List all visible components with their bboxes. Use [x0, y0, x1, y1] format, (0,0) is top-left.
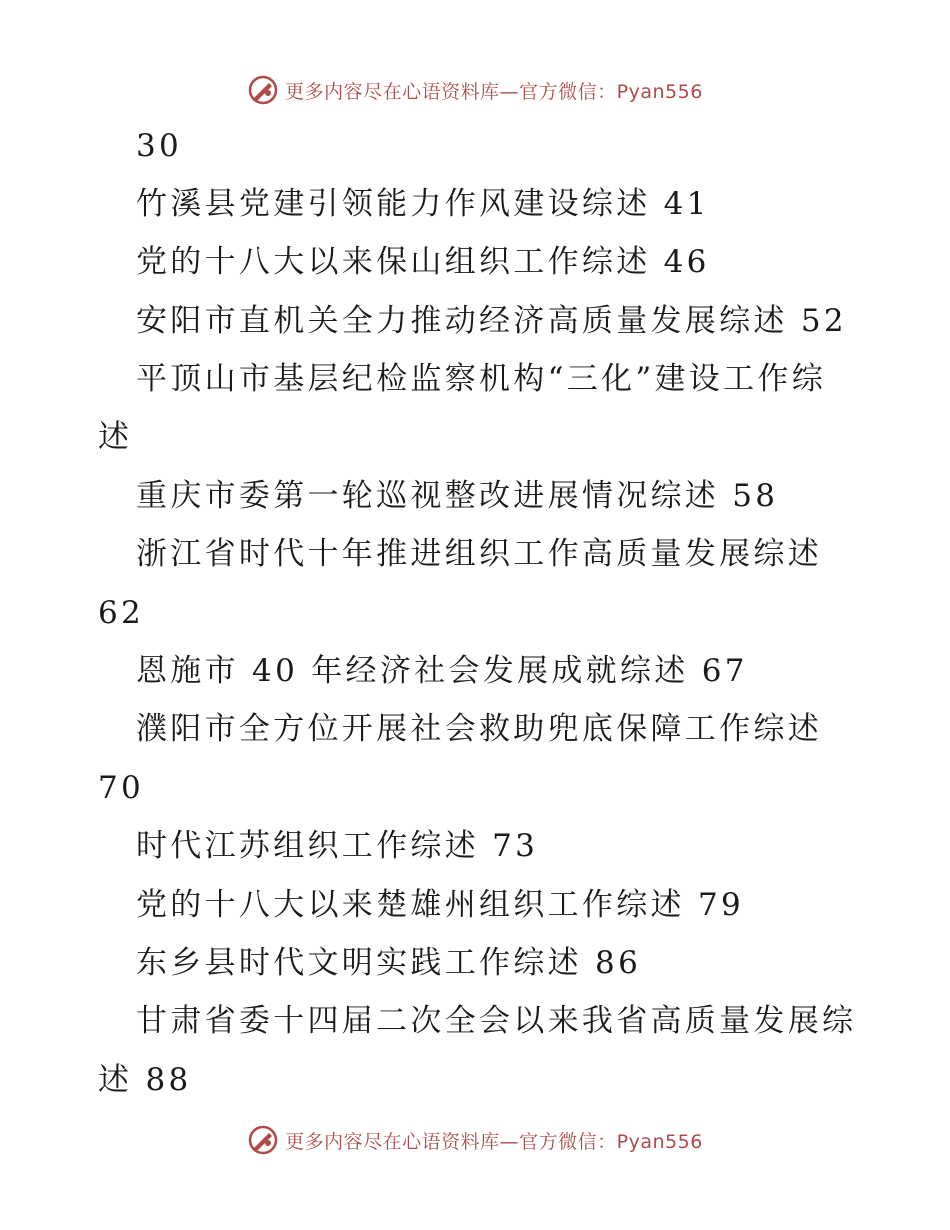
header-watermark [0, 70, 950, 110]
toc-line: 30 [136, 128, 183, 164]
pen-seal-icon [247, 1124, 279, 1156]
toc-line: 东乡县时代文明实践工作综述 86 [136, 945, 642, 981]
watermark-text: 更多内容尽在心语资料库—官方微信：Pyan556 [285, 80, 703, 103]
toc-line: 时代江苏组织工作综述 73 [136, 828, 539, 864]
toc-line: 党的十八大以来保山组织工作综述 46 [136, 244, 710, 280]
footer-watermark [0, 1120, 950, 1160]
toc-line: 竹溪县党建引领能力作风建设综述 41 [136, 186, 710, 222]
toc-line: 述 [98, 419, 133, 455]
toc-line: 恩施市 40 年经济社会发展成就综述 67 [136, 653, 748, 689]
toc-line: 党的十八大以来楚雄州组织工作综述 79 [136, 887, 744, 923]
toc-line: 70 [98, 770, 145, 806]
toc-line: 62 [98, 595, 145, 631]
toc-line: 重庆市委第一轮巡视整改进展情况综述 58 [136, 478, 779, 514]
pen-seal-icon [247, 74, 279, 106]
toc-line: 述 88 [98, 1062, 192, 1098]
toc-line: 浙江省时代十年推进组织工作高质量发展综述 [136, 536, 822, 572]
watermark-text: 更多内容尽在心语资料库—官方微信：Pyan556 [285, 1130, 703, 1153]
toc-line: 平顶山市基层纪检监察机构“三化”建设工作综 [136, 361, 826, 397]
toc-line: 濮阳市全方位开展社会救助兜底保障工作综述 [136, 711, 822, 747]
toc-line: 安阳市直机关全力推动经济高质量发展综述 52 [136, 303, 847, 339]
toc-line: 甘肃省委十四届二次全会以来我省高质量发展综 [136, 1003, 857, 1039]
